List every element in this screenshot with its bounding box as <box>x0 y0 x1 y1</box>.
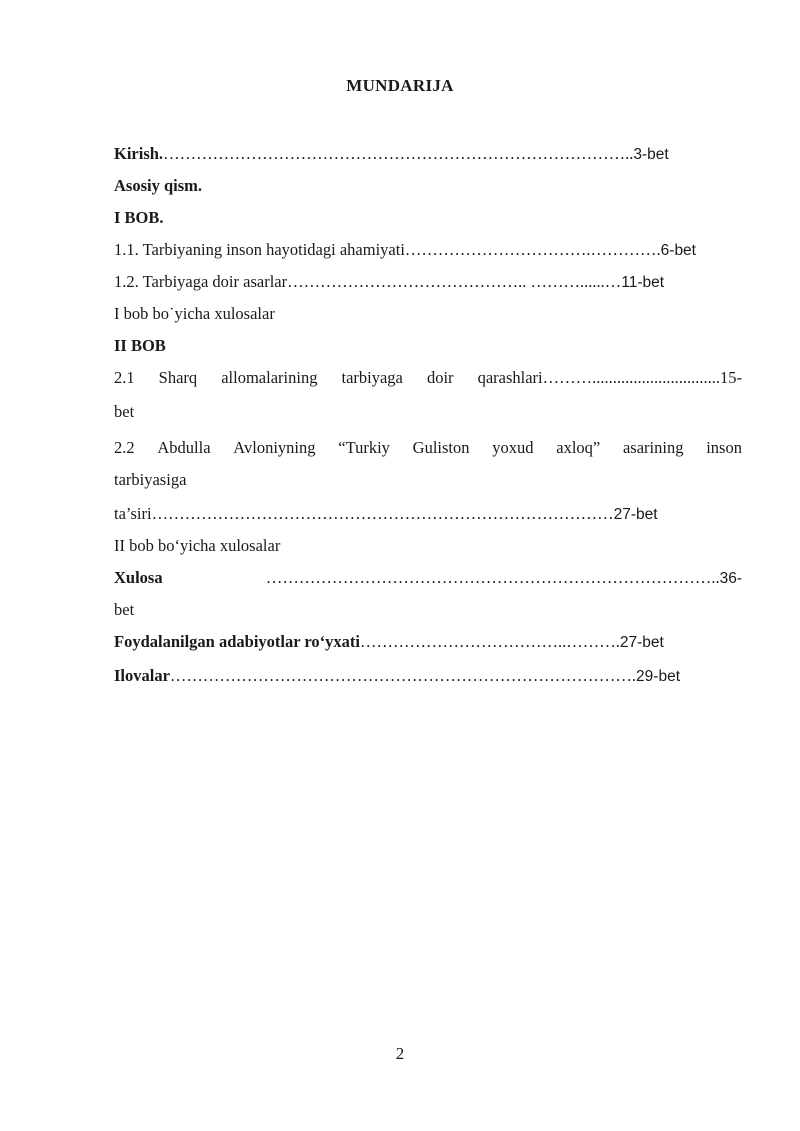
toc-entry-2-1 <box>114 368 742 388</box>
toc-word: axloq” <box>556 438 601 457</box>
toc-entry-label: Ilovalar <box>114 666 170 685</box>
toc-entry-leader: …………………………………….. ………......… <box>287 272 622 291</box>
toc-word: Avloniyning <box>233 438 316 457</box>
toc-entry-leader: ……………………………………………………………………….. <box>265 568 720 587</box>
toc-entry-leader: …………………………….…………. <box>404 240 661 259</box>
toc-word: inson <box>706 438 742 457</box>
toc-entry-leader: ………………………………………………………………………….. <box>163 144 634 163</box>
toc-word: asarining <box>622 438 684 457</box>
toc-word: doir <box>426 368 454 387</box>
toc-entry-2-2-cont: tarbiyasiga <box>114 470 187 489</box>
toc-entry-1-2 <box>114 272 664 293</box>
toc-entry-xulosa <box>114 568 742 589</box>
toc-word: “Turkiy <box>338 438 390 457</box>
toc-entry-label: Foydalanilgan adabiyotlar ro‘yxati <box>114 632 361 651</box>
page-number: 2 <box>395 1044 405 1063</box>
toc-word: allomalarining <box>221 368 318 387</box>
toc-entry-page: 3-bet <box>633 146 669 163</box>
toc-word: Sharq <box>158 368 198 387</box>
toc-entry-label: 1.2. Tarbiyaga doir asarlar <box>114 272 288 291</box>
toc-entry-leader: ………………………………………………………………………… <box>151 504 614 523</box>
toc-entry-page: 11-bet <box>621 274 665 291</box>
toc-entry-page: 6-bet <box>660 242 696 259</box>
toc-word: Abdulla <box>157 438 211 457</box>
toc-entry-page: 29-bet <box>636 668 680 685</box>
toc-entry-bob2-xulosa: II bob bo‘yicha xulosalar <box>114 536 281 555</box>
toc-entry-bob1-xulosa: I bob bo˙yicha xulosalar <box>114 304 275 323</box>
toc-entry-label: ta’siri <box>114 504 152 523</box>
toc-entry-ilovalar <box>114 666 680 687</box>
toc-entry-page: 36- <box>719 570 742 587</box>
toc-entry-leader: ………………………………..………. <box>360 632 620 651</box>
toc-word: tarbiyaga <box>341 368 403 387</box>
toc-word: Guliston <box>412 438 470 457</box>
toc-word: 2.1 <box>114 368 135 387</box>
toc-word: 2.2 <box>114 438 135 457</box>
toc-entry-label: Xulosa <box>114 568 163 587</box>
toc-entry-2-1-page: bet <box>114 402 135 421</box>
toc-heading-bob2: II BOB <box>114 336 166 355</box>
toc-heading-asosiy: Asosiy qism. <box>114 176 203 195</box>
toc-word: qarashlari………...............................15- <box>477 368 742 387</box>
toc-entry-kirish <box>114 144 669 165</box>
toc-word: yoxud <box>492 438 534 457</box>
toc-entry-2-2 <box>114 438 742 458</box>
toc-entry-xulosa-cont: bet <box>114 600 135 619</box>
toc-entry-page: 27-bet <box>613 506 658 523</box>
toc-entry-label: Kirish. <box>114 144 164 163</box>
toc-entry-2-2-end <box>114 504 658 525</box>
toc-entry-leader: …………………………………………………………………………. <box>169 666 637 685</box>
toc-entry-1-1 <box>114 240 696 261</box>
toc-entry-leader-group <box>266 568 742 589</box>
page-title: MUNDARIJA <box>346 76 454 95</box>
toc-entry-label: 1.1. Tarbiyaning inson hayotidagi ahamiyati <box>114 240 405 259</box>
toc-heading-bob1: I BOB. <box>114 208 164 227</box>
toc-entry-page: 27-bet <box>619 634 664 651</box>
toc-entry-adabiyotlar <box>114 632 664 653</box>
